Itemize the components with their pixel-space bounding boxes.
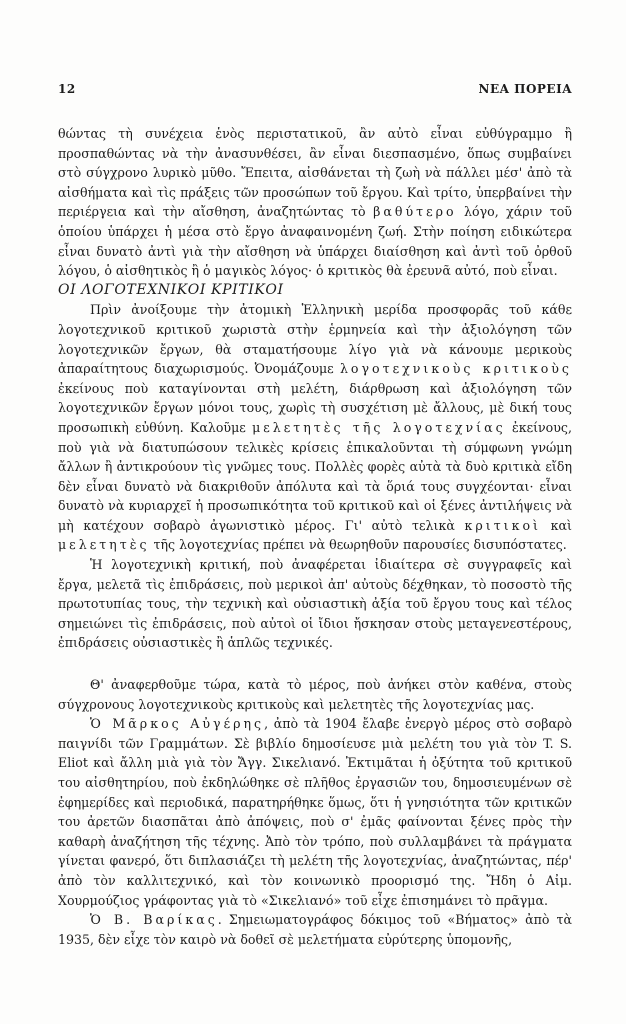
- journal-title: ΝΕΑ ΠΟΡΕΙΑ: [478, 82, 572, 96]
- spaced-emphasis: βαθύτερο: [373, 204, 457, 220]
- page-number: 12: [58, 82, 76, 96]
- paragraph-4: Θ' ἀναφερθοῦμε τώρα, κατὰ τὸ μέρος, ποὺ ἀνήκει στὸν καθένα, στοὺς σύγχρονους λογοτεχνικοὺς κριτικοὺς καὶ μελετητὲς τῆς λογοτεχνίας μας.: [58, 677, 572, 712]
- paragraph-1-text: θώντας τὴ συνέχεια ἑνὸς περιστατικοῦ, ἂν αὐτὸ εἶναι εὐθύγραμμο ἢ προσπαθώντας νὰ τὴν ἀνασυνθέσει, ἂν εἶναι διεσπασμένο, ὅπως συμβαίνει στὸ σύγχρονο λυρικὸ μῦθο. Ἔπειτα, αἰσθάνεται τὴ ζωὴ νὰ πάλλει μέσ' ἀπὸ τὰ αἰσθήματα καὶ τὶς πράξεις τῶν προσώπων τοῦ ἔργου. Καὶ τρίτο, ὑπερβαίνει τὴν περιέργεια καὶ τὴν αἴσθηση, ἀναζητώντας τὸ: [58, 126, 572, 220]
- paragraph-3: Ἡ λογοτεχνικὴ κριτική, ποὺ ἀναφέρεται ἰδιαίτερα σὲ συγγραφεῖς καὶ ἔργα, μελετᾶ τὶς ἐπιδράσεις, ποὺ μερικοὶ ἀπ' αὐτοὺς δέχθηκαν, τὸ ποσοστὸ τῆς πρωτοτυπίας τους, τὴν τεχνικὴ καὶ οὐσιαστικὴ ἀξία τοῦ ἔργου τους καὶ τέλος σημειώνει τὶς ἐπιδράσεις, ποὺ αὐτοὶ οἱ ἴδιοι ἤσκησαν στοὺς μεταγενεστέρους, ἐπιδράσεις οὐσιαστικὲς ἢ ἁπλῶς τεχνικές.: [58, 557, 572, 651]
- body-text: [58, 124, 572, 949]
- paragraph-6-text: . Σημειωματογράφος δόκιμος τοῦ «Βήματος» ἀπὸ τὰ 1935, δὲν εἶχε τὸν καιρὸ νὰ δοθεῖ σὲ μελετήματα εὐρύτερης ὑπομονῆς,: [58, 912, 572, 947]
- spaced-emphasis: μελετητὲς τῆς λογοτεχνίας: [252, 419, 506, 435]
- paragraph-2-c: ἐκείνους, ποὺ γιὰ νὰ διατυπώσουν τελικὲς κρίσεις ἐπικαλοῦνται τὴ σύμφωνη γνώμη ἄλλων ἢ ἀντικρούουν τὶς γνῶμες τους. Πολλὲς φορὲς αὐτὰ τὰ δυὸ κριτικὰ εἴδη δὲν εἶναι δυνατὸ νὰ διακριθοῦν ἀπόλυτα καὶ τὰ ὅριά τους συγχέονται· εἶναι δυνατὸ νὰ κυριαρχεῖ ἡ προσωπικότητα τοῦ κριτικοῦ καὶ οἱ ξένες ἀντιλήψεις νὰ μὴ κατέχουν σοβαρὸ ἀγωνιστικὸ μέρος. Γι' αὐτὸ τελικὰ: [58, 419, 572, 533]
- paragraph-2-b: ἐκείνους ποὺ καταγίνονται στὴ μελέτη, διάρθρωση καὶ ἀξιολόγηση τῶν λογοτεχνικῶν ἔργων μόνοι τους, χωρὶς τὴ συσχέτιση μὲ ἄλλους, μὲ δική τους προσωπικὴ εὐθύνη. Καλοῦμε: [58, 380, 572, 435]
- spaced-emphasis: κριτικοὶ: [464, 517, 541, 533]
- paragraph-5: [58, 714, 572, 910]
- spaced-emphasis: Ὁ Μᾶρκος Αὐγέρης: [90, 716, 265, 732]
- paragraph-2: [58, 300, 572, 555]
- paragraph-gap: [58, 653, 572, 675]
- spaced-emphasis: μελετητὲς: [58, 537, 150, 553]
- paragraph-1-end: λόγο, χάριν τοῦ ὁποίου ὑπάρχει ἡ μέσα στὸ ἔργο ἀναφαινομένη ζωή. Στὴν ποίηση ειδικώτερα εἶναι δυνατὸ ἀντὶ γιὰ τὴν αἴσθηση νὰ ὑπάρχει διαίσθηση καὶ ἀντὶ τοῦ ὀρθοῦ λόγου, ὁ αἰσθητικὸς ἢ ὁ μαγικὸς λόγος· ὁ κριτικὸς θὰ ἐρευνᾶ αὐτό, ποὺ εἶναι.: [58, 204, 572, 279]
- page-header: [58, 80, 572, 100]
- paragraph-2-e: τῆς λογοτεχνίας πρέπει νὰ θεωρηθοῦν παρουσίες δισυπόστατες.: [153, 537, 567, 553]
- paragraph-5-text: , ἀπὸ τὰ 1904 ἔλαβε ἐνεργὸ μέρος στὸ σοβαρὸ παιγνίδι τῶν Γραμμάτων. Σὲ βιβλίο δημοσίευσε μιὰ μελέτη του γιὰ τὸν T. S. Eliot καὶ ἄλλη μιὰ γιὰ τὸν Ἄγγ. Σικελιανό. Ἐκτιμᾶται ἡ ὀξύτητα τοῦ κριτικοῦ του αἰσθητηρίου, ποὺ ἐκδηλώθηκε σὲ πλῆθος ἐργασιῶν του, δημοσιευμένων σὲ ἐφημερίδες καὶ περιοδικά, παρατηρήθηκε ὅμως, ὅτι ἡ γνησιότητα τῶν κριτικῶν του ἀρετῶν διασπᾶται ἀπὸ ἀπόψεις, ποὺ σ' ἐμᾶς φαίνονται ξένες πρὸς τὴν καθαρὴ ἀναζήτηση τῆς τέχνης. Ἀπὸ τὸν τρόπο, ποὺ συλλαμβάνει τὰ πράγματα γίνεται φανερό, ὅτι διπλασιάζει τὴ μελέτη τῆς λογοτεχνίας, ἀναζητώντας, πέρ' ἀπὸ τὸν καλλιτεχνικό, καὶ τὸν κοινωνικὸ προορισμό της. Ἤδη ὁ Αἰμ. Χουρμούζιος γράφοντας γιὰ τὸ «Σικελιανό» τοῦ εἶχε ἐπισημάνει τὸ πρᾶγμα.: [58, 716, 572, 908]
- spaced-emphasis: Ὁ Β. Βαρίκας: [90, 912, 218, 928]
- paragraph-6: [58, 910, 572, 949]
- section-title: ΟΙ ΛΟΓΟΤΕΧΝΙΚΟΙ ΚΡΙΤΙΚΟΙ: [58, 281, 284, 298]
- spaced-emphasis: λογοτεχνικοὺς κριτικοὺς: [339, 361, 572, 377]
- paragraph-1: [58, 124, 572, 281]
- paragraph-2-a: Πρὶν ἀνοίξουμε τὴν ἀτομικὴ Ἑλληνικὴ μερίδα προσφορᾶς τοῦ κάθε λογοτεχνικοῦ κριτικοῦ χωριστὰ στὴν ἑρμηνεία καὶ τὴν ἀξιολόγηση τῶν λογοτεχνικῶν ἔργων, θὰ σταματήσουμε λίγο γιὰ νὰ κάνουμε μερικοὺς ἀπαραίτητους διαχωρισμούς. Ὀνομάζουμε: [58, 302, 572, 377]
- paragraph-2-d: καὶ: [550, 517, 572, 533]
